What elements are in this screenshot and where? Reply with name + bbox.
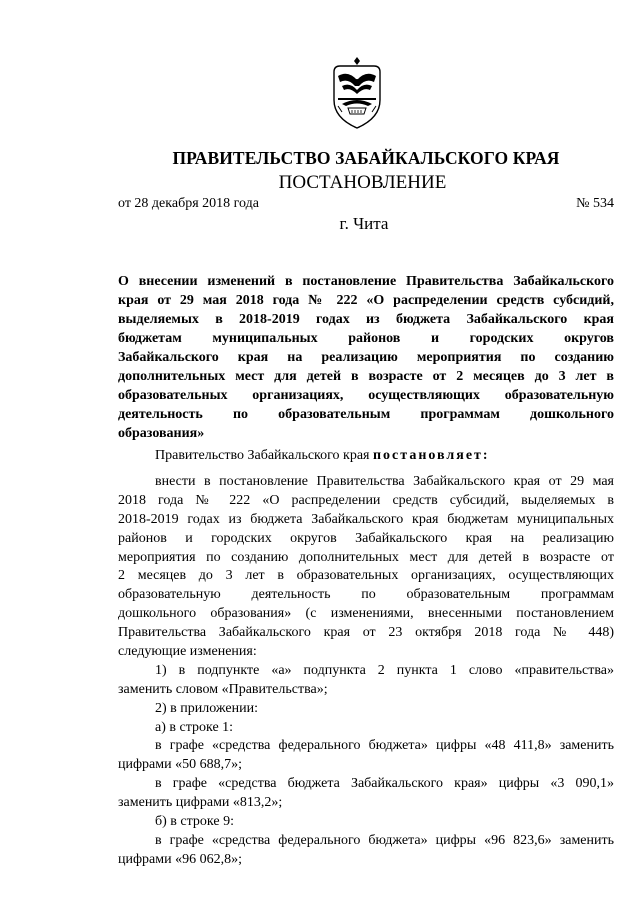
government-title: ПРАВИТЕЛЬСТВО ЗАБАЙКАЛЬСКОГО КРАЯ <box>172 148 560 168</box>
body-line: б) в строке 9: <box>155 814 234 830</box>
document-body <box>118 473 614 870</box>
subject-line: О внесении изменений в постановление Правительства Забайкальского <box>118 274 614 289</box>
body-line: в графе «средства федерального бюджета» цифры «48 411,8» заменить <box>155 738 614 754</box>
subject-line: выделяемых в 2018-2019 годах из бюджета Забайкальского края <box>118 312 614 327</box>
body-line: цифрами «50 688,7»; <box>118 757 243 773</box>
subject-line: края от 29 мая 2018 года № 222 «О распределении средств субсидий, <box>118 293 614 308</box>
subject-line: дополнительных мест для детей в возрасте от 2 месяцев до 3 лет в <box>118 369 614 384</box>
body-line: в графе «средства федерального бюджета» цифры «96 823,6» заменить <box>155 832 614 848</box>
subject-line: бюджетам муниципальных районов и городских округов <box>118 331 614 346</box>
body-line: следующие изменения: <box>118 644 257 660</box>
coat-of-arms-emblem <box>328 56 386 130</box>
body-line: в графе «средства бюджета Забайкальского края» цифры «3 090,1» <box>155 776 614 792</box>
body-line: а) в строке 1: <box>155 719 234 735</box>
document-date: от 28 декабря 2018 года <box>118 196 259 211</box>
enactment-verb: постановляет: <box>372 448 490 463</box>
document-number: № 534 <box>576 196 614 211</box>
subject-line: деятельность по образовательным программам дошкольного <box>118 407 614 422</box>
body-line: внести в постановление Правительства Забайкальского края от 29 мая <box>155 474 614 489</box>
body-line: 2018-2019 годах из бюджета Забайкальского края бюджетам муниципальных <box>118 511 614 527</box>
body-line: образовательную деятельность по образовательным программам <box>118 587 614 603</box>
subject-line: образовательных организациях, осуществляющих образовательную <box>118 388 614 403</box>
document-type: ПОСТАНОВЛЕНИЕ <box>278 172 447 193</box>
document-subject <box>118 272 614 443</box>
body-line: заменить словом «Правительства»; <box>118 681 328 697</box>
enactment-clause <box>155 448 490 464</box>
body-line: 2) в приложении: <box>155 700 258 716</box>
body-line: заменить цифрами «813,2»; <box>118 795 283 811</box>
document-city: г. Чита <box>339 214 389 233</box>
subject-line: Забайкальского края на реализацию мероприятия по созданию <box>118 350 614 365</box>
body-line: 2 месяцев до 3 лет в образовательных организациях, осуществляющих <box>118 568 614 584</box>
body-line: 2018 года № 222 «О распределении средств субсидий, выделяемых в <box>118 492 614 508</box>
enactment-prefix: Правительство Забайкальского края <box>155 448 373 463</box>
body-line: дошкольного образования» (с изменениями, внесенными постановлением <box>118 606 614 622</box>
body-line: мероприятия по созданию дополнительных мест для детей в возрасте от <box>118 549 614 565</box>
body-line: Правительства Забайкальского края от 23 октября 2018 года № 448) <box>118 625 614 641</box>
body-line: районов и городских округов Забайкальского края на реализацию <box>118 530 614 546</box>
body-line: цифрами «96 062,8»; <box>118 851 243 867</box>
body-line: 1) в подпункте «а» подпункта 2 пункта 1 слово «правительства» <box>155 662 614 678</box>
subject-line: образования» <box>118 426 205 441</box>
